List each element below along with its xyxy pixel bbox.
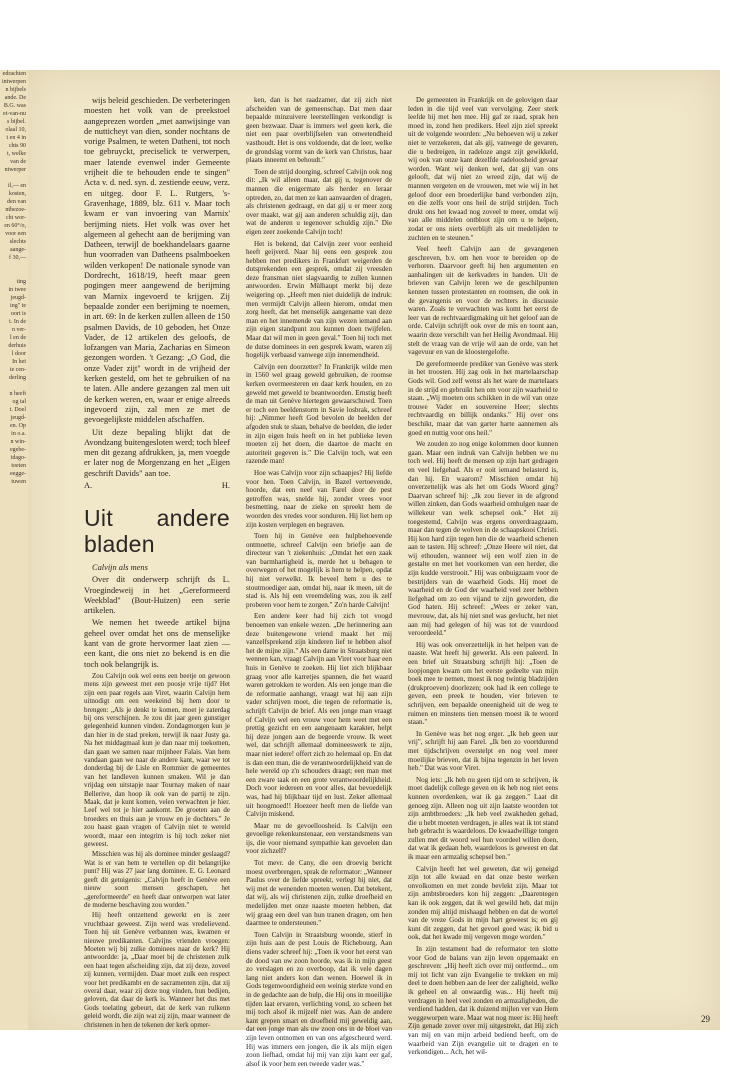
paragraph: We zouden zo nog enige kolommen door kunnen gaan. Maar een indruk van Calvijn hebben we nu toch wel. Hij heeft de mensen op zijn hart gedragen en veel liefgehad. Als er ooit iemand belasterd is, dan hij. En waarom? Misschien omdat hij onverzettelijk was als het om Gods Woord ging? Daarvan schreef hij: „Ik zou liever in de afgrond willen zinken, dan Gods waarheid omhulgen naar de willekeur van welk schepsel ook." Het zij toegestemd, Calvijn was ergens onverdraagzaam, maar dan tegen de wolven in de schaapskooi Christi. Hij kon hard zijn tegen hen die de waarheid schenen aan te tasten. Hij schreef: „Onze Heere wil niet, dat wij ethouden, wanneer wij een wolf zien in de gestalte en met het voorkomen van een herder, die zijn kudde verstrooit." Hij was onbuigzaam voor de bestrijders van de waarheid Gods. Hij moet de waarheid en de God der waarheid veel zeer hebben liefgehad om zo een vijand te zijn geworden, die God haten. Hij schreef: „Wees er zeker van, mevrouw, dat, als hij niet snel was gevlucht, het niet aan mij had gelegen of hij was tot de vuurdood veroordeeld." <box>408 440 558 638</box>
edge-text-line: toeten <box>11 463 26 469</box>
edge-text-line: s bijbel. <box>7 119 26 125</box>
edge-text-line: derling <box>9 375 26 381</box>
edge-text-line: et-van-nu <box>3 111 26 117</box>
edge-text-line: olaal 10, <box>5 127 26 133</box>
paragraph: wijs beleid geschieden. De verbeteringen moesten het volk van de preekstoel aangeprezen worden „met aanwijsinge van de nutticheyt van dien, sonder nochtans de vorige Psalmen, te weten Datheni, tot noch toe gebruyckt, preciselick te verwerpen, maer latende evenwel inder Gemeente vrijheit die te behouden ende te singen" Acta v. d. ned. syn. d. zestiende eeuw, verz. en uitgeg. door F. L. Rutgers, 's-Gravenhage, 1889, blz. 611 v. Maar toch kwam er van invoering van Marnix' berijming niets. Het volk was over het algemeen al gehecht aan de berijming van Datheen, terwijl de boekhandelaars gaarne hun voorraden van Datheens psalmboeken wilden verkopen! De nationale synode van Dordrecht, 1618/19, heeft maar geen pogingen meer aangewend de berijming van Marnix ingevoerd te krijgen. Zij bepaalde zonder een berijming te noemen, in art. 69: In de kerken zullen alleen de 150 psalmen Davids, de 10 geboden, het Onze Vader, de 12 artikelen des geloofs, de lofzangen van Maria, Zacharias en Simeon gezongen worden. 't Gezang: „O God, die onze Vader zijt" wordt in de vrijheid der kerken gesteld, om het te gebruiken of na te laten. Alle andere gezangen zal men uit de kerken weren, en, waar er enige alreeds ingevoerd zijn, zal men ze met de gevoegelijkste middelen afschaffen. <box>84 96 230 425</box>
paragraph: Over dit onderwerp schrijft ds L. Vroegindeweij in het „Gereformeerd Weekblad" (Bout-Huizen) een serie artikelen. <box>84 575 230 616</box>
edge-text-line: in o.a. <box>11 431 26 437</box>
edge-text-line: n ver- <box>11 327 26 333</box>
edge-text-line: derhuis <box>8 343 26 349</box>
edge-text-line: n heeft <box>9 391 26 397</box>
column-3 <box>408 96 558 1057</box>
paragraph: Misschien was hij als dominee minder geslaagd? Wat is er van hem te vertellen op dit belangrijke punt? Hij was 27 jaar lang dominee. E. G. Leonard geeft dit getuigenis: „Calvijn heeft in Genève een nieuw soort mensen geschapen, het „gereformeerde" en heeft daar ontworpen wat later de moderne beschaving zou worden." <box>84 850 230 909</box>
edge-text-line: den van <box>7 199 26 205</box>
edge-text-line <box>0 270 28 278</box>
paragraph: Hij heeft ontzettend gewerkt en is zeer vruchtbaar geweest. Zijn werd was vredelievend. Toen hij uit Genève verbannen was, kwamen er nieuwe predikanten. Calvijns vrienden vroegen: Moeten wij bij zulke dominees naar de kerk? Hij antwoordde: ja, „Daar moet bij de christenen zulk een haat tegen afscheiding zijn, dat zij deze, zoveel zij kunnen, vermijden. Daar moet zulk een respect voor het predikambt en de sacramenten zijn, dat zij overal daar, waar zij deze nog vinden, hun bedijen, geloven, dat daar de kerk is. Wanneer het dus met Gods toelating gebeurt, dat de kerk van rulkenn geleid wordt, die zijn wat zij zijn, maar wanneer de christenen in hen de tekenen der kerk opmer- <box>84 911 230 1029</box>
edge-text-line: jeugd- <box>10 295 26 301</box>
edge-text-line: cht wor- <box>5 215 26 221</box>
edge-text-line <box>0 174 28 182</box>
column-2 <box>246 96 392 1068</box>
section-title: Uit andere bladen <box>84 504 230 557</box>
paragraph: Calvijn heeft het wel geweten, dat wij geneigd zijn tot alle kwaad en dat onze beste werken onvolkomen en met zonde bevlekt zijn. Maar tot zijn ambtsbroeders kon hij zeggen: „Daarentegen kan ik ook zeggen, dat ik wel gewild heb, dat mijn zonden mij altijd mishaagd hebben en dat de wortel van de vreze Gods in mijn hart geweest is; en gij kunt dit zeggen, dat het gevoel goed was; ik bid u ook, dat het kwade mij vergeven moge worden." <box>408 864 558 942</box>
edge-text-line: l door <box>11 351 26 357</box>
edge-text-line: n bijbels <box>5 87 26 93</box>
adjacent-page-edge <box>0 70 29 1030</box>
edge-text-line <box>0 382 28 390</box>
edge-text-line: egebe- <box>10 447 26 453</box>
edge-text-line: voor een <box>5 231 26 237</box>
paragraph: Tot mevr. de Cany, die een droevig bericht moest overbrengen, sprak de reformator: „Wanneer Paulus over de liefde spreekt, verlegt hij niet, dat wij met de wenenden moeten wenen. Dat betekent, dat wij, als wij christenen zijn, zulke droefheid en medelijden met onze naaste moeten hebben, dat wij graag een deel van hun tranen dragen, om hen daarmee te ondersteunen." <box>246 859 392 928</box>
edge-text-line: ande. De <box>4 95 26 101</box>
paragraph: In Genève was het nog erger. „Ik heb geen uur vrij", schrijft hij aan Farel. „Ik ben zo voortdurend met tijdschrijven overstelpt en nog veel meer moeilijke brieven, dat ik bijna tegenzin in het leven heb." Dat was voor Viret. <box>408 729 558 773</box>
edge-text-line: kosten, <box>8 191 26 197</box>
paragraph: Toen hij in Genève een hulpbehoevende ontmoette, schreef Calvijn een briefje aan de directeur van 't ziekenhuis: „Omdat het een zaak van barmhartigheid is, merde het u behagen te overwegen of het mogelijk is hem te helpen, opdat hij niet verwelkt. Ik beveel hem u des te stoutmoediger aan, omdat hij, naar ik meen, uit de stad is. Als hij een vreemdeling was, zou ik zelf proberen voor hem te zorgen." Zo'n harde Calvijn! <box>246 532 392 609</box>
page-number: 29 <box>701 1014 710 1024</box>
paragraph: Hij was ook onverzettelijk in het helpen van de naaste. Wat heeft hij gewerkt. Als een paleerd. In een brief uit Straatsburg schrijft hij: „Toen de loopjongen kwam om het eerste gedeelte van mijn boek mee te nemen, moest ik nog twintig bladzijden (drukproeven) doorlezen; ook had ik een college te geven, een preek te houden, vier brieven te schrijven, een bepaalde oneenigheid uit de weg te ruimen en minstens tien mensen moest ik te woord staan." <box>408 640 558 727</box>
edge-text-line: og tal <box>12 399 26 405</box>
paragraph: De gereformeerde prediker van Genève was sterk in het troosten. Hij zag ook in het martelaarschap Gods wil. God zelf wenst als het ware de martelaars in de strijd en gebruikt hen om voor zijn waarheid te staan. „Wij moeten ons schikken in de wil van onze trouwe Vader en souvereine Heer; slechts rechtvaardig en billijk ondanks." Hij over ons beschikt, maar dat van garter harte aannemen als goed en nuttig voor ons heil." <box>408 359 558 437</box>
signature-right: H. <box>221 480 230 490</box>
edge-text-line: slechts <box>9 239 26 245</box>
edge-text-line: ntbezoe- <box>5 207 26 213</box>
paragraph: De gemeenten in Frankrijk en de gelovigen daar leden in die tijd veel van vervolging. Zeer sterk leefde hij met hen mee. Hij gaf ze raad, sprak hen moed in, zond hen predikers. Heel zijn ziel spreekt uit de volgende woorden: „Nu behoeven wij u zeker niet te verzekeren, dat als gij, vanwege de gevaren, die u bedreigen, in radeloze angst zijt gewikkeld, wij ook van onze kant dezelfde radeloosheid gevaar worden. Want wij denken wel, dat gij van ons gelooft, dat wij niet zo wreed zijn, dat wij de mannen vergeten en de vrouwen, met wie wij in het geloof door een broederlijke band verbonden zijn, en die zelfs voor ons heil de strijd strijden. Toch drukt ons het kwaad nog zoveel te meer, omdat wij van alle middelen ontbloot zijn om u te helpen, zodat er ons niets overblijft als uit medelijden te zuchten en te steunen." <box>408 96 558 242</box>
paragraph: Een andere keer had hij zich tot voogd benoemen van enkele wezen. „De herinnering aan deze buitengewone vriend maakt het mij vanzelfsprekend zijn kinderen lief te hebben alsof het de mijne zijn." Als een dame in Straatsburg niet wennen kan, vraagt Calvijn aan Viret voor haar een huis in Genève te zoeken. Hij liet zich blijkbaar graag voor alle karretjes spannen, die het waard waren getrokken te worden. Als een jonge man die de reformatie aanhangt, vraagt wat hij aan zijn vader schrijven moet, die tegen de reformatie is, schrijft Calvijn de brief. Als een jonge man vraagt of Calvijn wel een vrouw voor hem weet met een prettig gezicht en een aangenaam karakter, helpt hij deze jongen aan de begeerde vrouw. Ik weet wel, dat schrijft allemaal domineeswerk te zijn, maar niet iedere! offert zich zo helemaal op. En dat is dan een man, die de verantwoordelijkheid van de hele wereld op z'n schouders draagt; een man met een zware taak en een grote verantwoordelijkheid. Doch voor iedereen en voor alles, dat bevoedelijk was, had hij blijkbaar tijd en lust. Zeker allemaal uit hoogmoed!! Hoezeer heeft men de liefde van Calvijn miskend. <box>246 612 392 819</box>
paragraph: Het is bekend, dat Calvijn zeer voor eenheid heeft geijverd. Naar hij eens een gesprek zou hebben met predikers in Frankfurt weigerden de dutsprekenden een gesprek, omdat zij vreesden deze fransman niet slagvaardig te zullen kunnen antwoorden. Erwin Mülhaupt merkt bij deze weigering op. „Heeft men niet duidelijk de indruk: men vermijdt Calvijn alleen hierom, omdat men zorg heeft, dat het menselijk aangename van deze man en het innemende van zijn wezen iemand aan zijn eigen standpunt zou kunnen doen twijfelen. Maar dat wil men in geen geval." Toen hij toch met de dutse dominees in een gesprek kwam, waren zij hogelijk verbaasd vanwege zijn innemendheid. <box>246 239 392 360</box>
edge-text-line: ing" te <box>10 303 26 309</box>
edge-text-line: t. In de <box>9 319 26 325</box>
edge-text-line: ntwerper <box>4 167 26 173</box>
paragraph: Nog iets: „Ik heb nu geen tijd om te schrijven, ik moet dadelijk college geven en ik heb nog niet eens kunnen overdenken, wat ik ga zeggen." Laat dit genoeg zijn. Alleen nog uit zijn laatste woorden tot zijn ambtbroeders: „Ik heb veel zwakheden gehad, die u hebt moeten verdragen, je alles wat ik tot stand heb gebracht is waardeloos. De kwaadwillige tongen zullen met dit woord wel hun voordeel willen doen, dat wat ik gedaan heb, waardeloos is geweest en dat ik maar een armzalig schepsel ben." <box>408 775 558 862</box>
edge-text-line: van de <box>10 159 26 165</box>
paragraph: In zijn testament had de reformator ten slotte voor God de balans van zijn leven opgemaakt en geschreven: „Hij heeft zich over mij ontfermd... om mij tot licht van zijn Evangelie te trekken en mij deel te doen hebben aan de leer der zaligheid, welke ik geheel en al onwaardig was... Hij heeft mij verdragen in heel veel zonden en armzaligheden, die verdiend hadden, dat ik duizend mijlen ver van Hem weggeworpen ware. Maar wat nog meer is: Hij heeft Zijn genade zover over mij uitgestrekt, dat Hij zich van mij en van mijn arbeid bediend heeft, om de waarheid van Zijn evangelie uit te dragen en te verkondigen... Ach, het wil- <box>408 945 558 1057</box>
edge-text-line: in twee <box>8 287 26 293</box>
edge-text-line: f 30,— <box>9 255 26 261</box>
edge-text-line: t. Doel <box>9 407 26 413</box>
column-1 <box>84 96 230 1031</box>
paragraph: Toen Calvijn in Straatsburg woonde, stierf in zijn huis aan de pest Louis de Richebourg. Aan diens vader schreef hij: „Toen ik voor het eerst van de dood van uw zoon hoorde, was ik in mijn geest zo verslagen en zo overboop, dat ik vele dagen lang niet anders kon dan wenen. Hoewel ik in Gods tegenwoordigheid een weinig sterkte vond en in de gedachte aan de hulp, die Hij ons in moeilijke tijden laat ervaren, verlichting vond, zo scheen het mij toch alsof ik mijzelf niet was. Aan de andere kant grepen smart en droefheid mij geweldig aan, dat een jonge man als uw zoon ons in de bloei van zijn leven ontnomen en van ons afgescheurd werd. Hij was immers een jongen, die ik als mijn eigen zoon liefhad, omdat hij mij van zijn kant eer gaf, alsof ik voor hem een tweede vader was." <box>246 930 392 1068</box>
edge-text-line: B.G. was <box>3 103 26 109</box>
edge-text-line: eegge- <box>10 471 26 477</box>
edge-text-line: ting <box>16 279 26 285</box>
edge-text-line: chts 90 <box>8 143 26 149</box>
edge-text-line: aange- <box>10 247 26 253</box>
article-subheading: Calvijn als mens <box>92 562 148 572</box>
edge-text-line: n win- <box>10 439 26 445</box>
edge-text-line: idago- <box>10 455 26 461</box>
paragraph: We nemen het tweede artikel bijna geheel over omdat het ons de menselijke kant van de grote hervormer laat zien — een kant, die ons niet zo bekend is en die toch ook belangrijk is. <box>84 618 230 669</box>
paragraph: ken, dan is het raadzamer, dat zij zich niet afscheiden van de gemeenschap. Dat men daar bepaalde minzuivere leerstellingen verkondigt is geen bezwaar. Daar is immers wel geen kerk, die niet een paar overblijfselen van onwetendheid vasthoudt. Het is ons voldoende, dat de leer, welke de grondslag vormt van de kerk van Christus, haar plaats inneemt en behoudt." <box>246 96 392 165</box>
edge-text-line: In het <box>12 359 26 365</box>
paragraph: Uit deze bepaling blijkt dat de Avondzang buitengesloten werd; toch bleef men dit gezang afdrukken, ja, men voegde er later nog de Morgenzang en het „Eigen geschrift Davids" aan toe. <box>84 427 230 478</box>
edge-text-line: tuwen <box>11 479 26 485</box>
edge-text-line <box>0 262 28 270</box>
signature-left: A. <box>84 480 93 490</box>
edge-text-line: il,— en <box>8 183 26 189</box>
signature <box>84 481 230 491</box>
edge-text-line: t, welke <box>7 151 26 157</box>
edge-text-line: jeugd- <box>10 415 26 421</box>
paragraph: Hoe was Calvijn voor zijn schaapjes? Hij liefde voor hen. Toen Calvijn, in Bazel vertoevende, hoorde, dat een neef van Farel door de pest getroffen was, snelde hij, zonder vrees voor besmetting, naar de zieke en spreekt hem de woorden des vredes voor sonduren. Hij liet hem op zijn kosten verplegen en begraven. <box>246 468 392 529</box>
edge-text-line: intwerpen <box>2 79 26 85</box>
paragraph: Calvijn een doorzetter? In Frankrijk wilde men in 1560 wel graag geweld gebruiken, de roomse kerken overmeesteren en daar kerk houden, en zo geweld met geweld te beantwoorden. Ernstig heeft de man uit Genève hiertegen gewaarschuwd. Toen er toch een beeldenstorm in Savie losbrak, schreef hij: „Nimmer heeft God bevolen de beelden der afgoden stuk te slaan, behalve de beelden, die ieder in zijn eigen huis heeft en in het publieke leven moeten zij het doen, die daartoe de macht en autoriteit gegeven is." Die Calvijn toch, wat een razende man! <box>246 362 392 466</box>
paragraph: Toen de strijd doorging, schreef Calvijn ook nog dit: „Ik wil alleen maar, dat gij u, tegenover de mannen die enigermate als herder en leraar optreden, zo, dat men ze kan aanvaarden of dragen, als christenen gedraagt, en dat gij u er meer zorg over maakt, wat gij aan anderen schuldig zijt, dan wat de anderen u tegenover schuldig zijn." Die eigen zeer zoekende Calvijn toch! <box>246 167 392 236</box>
edge-text-line: l en de <box>10 335 26 341</box>
paragraph: Maar nu de gevoelloosheid. Is Calvijn een gevoelige rekenkunstenaar, een verstandsmens van ijs, die voor niemand sympathie kan gevoelen dan voor zichzelf? <box>246 821 392 856</box>
paragraph: Veel heeft Calvijn aan de gevangenen geschreven, b.v. om hen voor te bereiden op de verhoren. Daarvoor geeft hij hen argumenten en aanhalingen uit de kerkvaders in handen. Uit de brieven van Calvijn leren we de geschilpunten kennen tussen protestanten en roomsen, die ook in de gevangenis en voor de rechters in discussie waren. Zoals te verwachten was komt het eerst de leer van de rechtvaardigmaking uit het geloof aan de orde. Calvijn schrijft ook over de mis en toont aan, waarin deze verschilt van het Heilig Avondmaal. Hij stelt de vraag van de vrije wil aan de orde, van het vagevuur en van de kloostergelofte. <box>408 245 558 357</box>
edge-text-line: en 60°/o, <box>4 223 26 229</box>
edge-text-line: t en 4 in <box>6 135 26 141</box>
edge-text-line: edrachten <box>2 71 26 77</box>
edge-text-line: ie cen- <box>9 367 26 373</box>
edge-text-line: en. Op <box>10 423 26 429</box>
paragraph: Zou Calvijn ook wel eens een beetje on gewoon mens zijn geweest met een poosje vrije tijd? Het zijn een paar regels aan Viret, waarin Calvijn hem uitnodigt om een weekeind bij hem door te brengen: „Als je denkt te komen, moet je zaterdag bij ons verschijnen. Je zou dit jaar geen gunstiger gelegenheid kunnen vinden. Zondagmorgen kun je dan hier in de stad preken, terwijl ik naar Justy ga. Na het middagmaal kun je dan naar mij toekomen, dan gaan we samen naar mijnheer Falais. Van hem vandaan gaan we naar de andere kant, waar we tot donderdag bij de Lisle en Rommier de gemeentes van het landleven kunnen smaken. Wil je dan vrijdag een uitstapje naar Tournay maken of naar Bellerive, dan hoop ik ook van de partij te zijn. Maak, dat je kunt komen, velen verwachten je hier. Leef wel tot je hier aankomt. De groeten aan de broeders en thuis aan je vrouw en je dochters." Je zou haast gaan vragen of Calvijn niet te wereld woordt, maar een integrim is hij toch zeker niet geweest. <box>84 671 230 849</box>
edge-text-line: oort is <box>10 311 26 317</box>
